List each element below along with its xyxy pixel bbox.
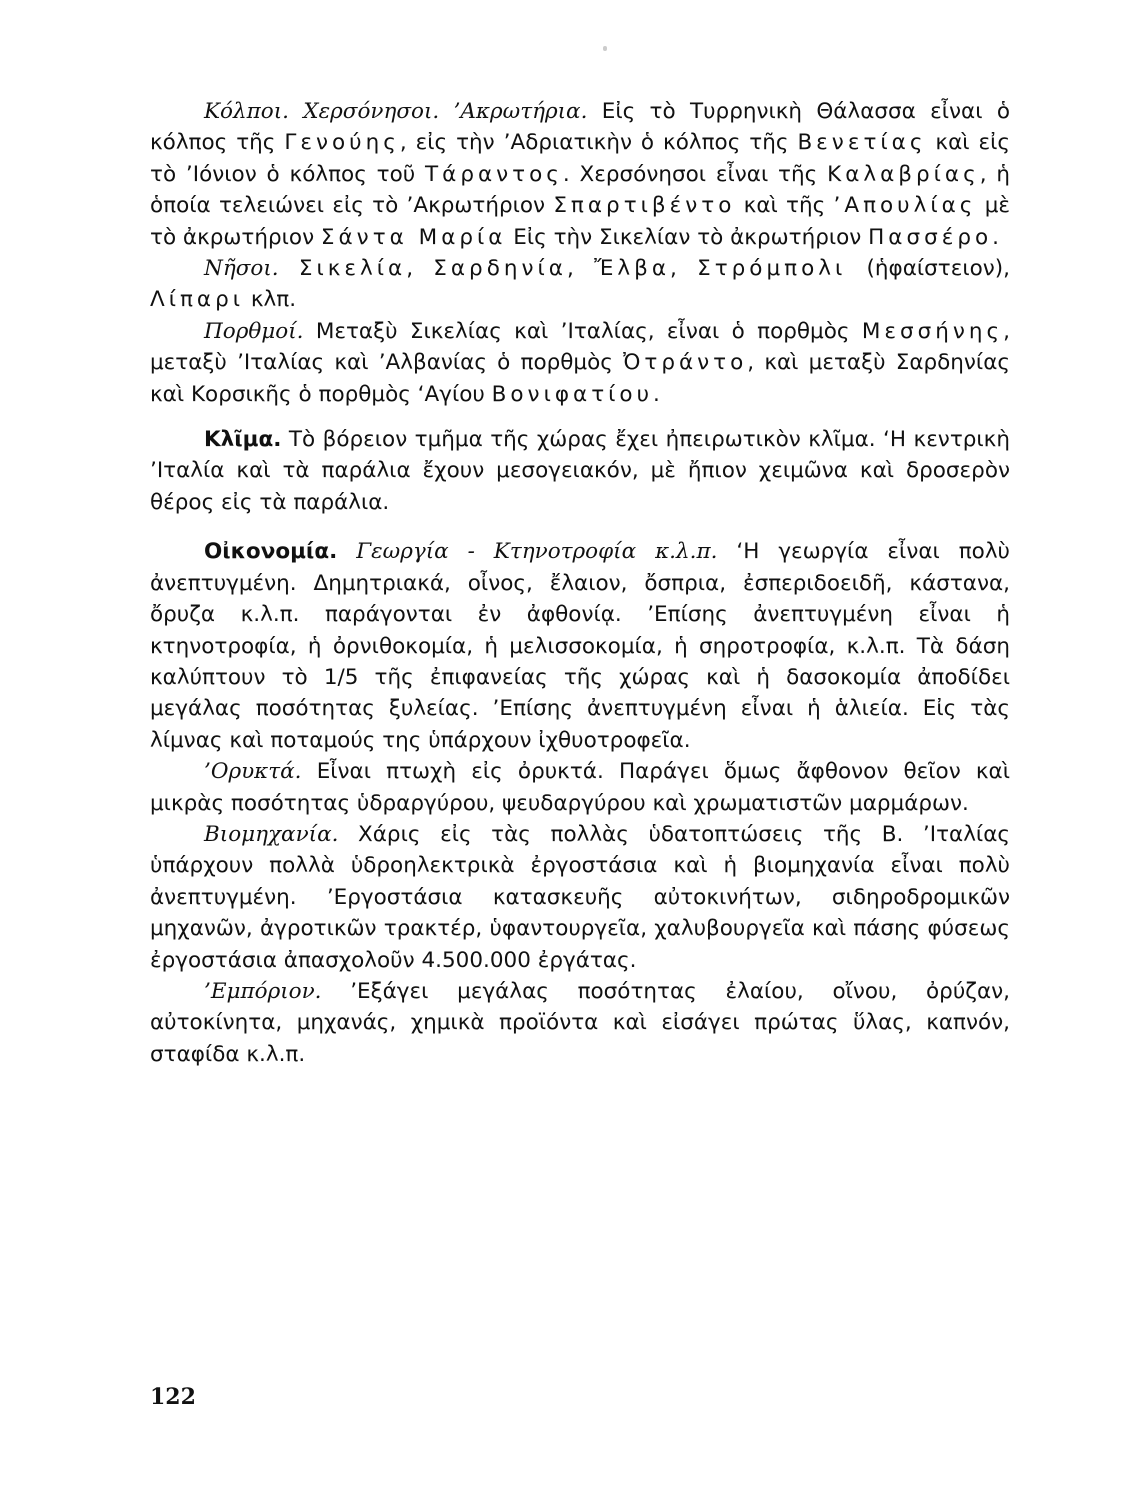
text-run: ’Εξάγει μεγάλας ποσότητας ἐλαίου, οἴνου, ὀρύζαν, αὐτοκίνητα, μηχανάς, χημικὰ προϊόντα καὶ εἰσάγει πρώτας ὕλας, καπνόν, σταφίδα κ.λ.π.	[150, 978, 1010, 1067]
text-run: Μεσσήνης	[861, 318, 1004, 344]
text-run: Τάραντος	[425, 161, 563, 187]
text-run: Ὀτράντο	[623, 350, 748, 376]
text-run: (ἡφαίστειον),	[846, 256, 1010, 282]
text-run: .	[992, 224, 999, 250]
section-heading: Πορθμοί.	[204, 318, 304, 344]
text-run: Τὸ βόρειον τμῆμα τῆς χώρας ἔχει ἠπειρωτικὸν κλῖμα. ‘Η κεντρικὴ ’Ιταλία καὶ τὰ παράλια ἔχουν μεσογειακόν, μὲ ἤπιον χειμῶνα καὶ δροσερὸν θέρος εἰς τὰ παράλια.	[150, 427, 1010, 515]
text-run: καὶ τῆς	[735, 193, 834, 219]
text-run: Σάντα Μαρία	[320, 224, 507, 250]
section-heading: Κόλποι. Χερσόνησοι. ’Ακρωτήρια.	[204, 99, 588, 124]
text-run: καὶ εἰς τὸ ’Ιόνιον ὁ κόλπος τοῦ	[150, 130, 1011, 187]
text-run: Μεταξὺ Σικελίας καὶ ’Ιταλίας, εἶναι ὁ πορθμὸς	[303, 318, 862, 344]
paragraph	[150, 316, 1010, 410]
paragraph	[150, 536, 1010, 756]
text-run: Βενετίας	[797, 130, 927, 156]
text-run: Εἰς τὸ Τυρρηνικὴ Θάλασσα εἶναι ὁ κόλπος τῆς	[150, 99, 1010, 156]
text-run: Εἶναι πτωχὴ εἰς ὀρυκτά. Παράγει ὅμως ἄφθονον θεῖον καὶ μικρὰς ποσότητας ὑδραργύρου, ψευδαργύρου καὶ χρωματιστῶν μαρμάρων.	[150, 759, 1010, 816]
paragraph	[150, 976, 1010, 1070]
paragraph	[150, 424, 1010, 518]
text-run: ,	[670, 256, 698, 282]
text-run: .	[653, 381, 660, 407]
text-run: Καλαβρίας	[827, 161, 980, 187]
text-run: , εἰς τὴν ’Αδριατικὴν ὁ κόλπος τῆς	[399, 130, 798, 156]
section-heading: Κλῖμα.	[204, 427, 282, 453]
text-run: Χάρις εἰς τὰς πολλὰς ὑδατοπτώσεις τῆς Β. ’Ιταλίας ὑπάρχουν πολλὰ ὑδροηλεκτρικὰ ἐργοστάσια καὶ ἡ βιομηχανία εἶναι πολὺ ἀνεπτυγμένη. ’Εργοστάσια κατασκευῆς αὐτοκινήτων, σιδηροδρομικῶν μηχανῶν, ἀγροτικῶν τρακτέρ, ὑφαντουργεῖα, χαλυβουργεῖα καὶ πάσης φύσεως ἐργοστάσια ἀπασχολοῦν 4.500.000 ἐργάτας.	[150, 821, 1010, 973]
text-run: Πασσέρο	[868, 224, 993, 250]
text-run: Εἰς τὴν Σικελίαν τὸ ἀκρωτήριον	[506, 224, 869, 250]
text-run: ’Απουλίας	[833, 193, 977, 219]
text-run: ,	[406, 256, 434, 282]
text-run: Σπαρτιβέντο	[553, 193, 736, 219]
section-heading: ’Εμπόριον.	[204, 978, 322, 1004]
text-run: ‘Η γεωργία εἶναι πολὺ ἀνεπτυγμένη. Δημητριακά, οἶνος, ἔλαιον, ὄσπρια, ἐσπεριδοειδῆ, κάστανα, ὄρυζα κ.λ.π. παράγονται ἐν ἀφθονίᾳ. ’Επίσης ἀνεπτυγμένη εἶναι ἡ κτηνοτροφία, ἡ ὀρνιθοκομία, ἡ μελισσοκομία, ἡ σηροτροφία, κ.λ.π. Τὰ δάση καλύπτουν τὸ 1/5 τῆς ἐπιφανείας τῆς χώρας καὶ ἡ δασοκομία ἀποδίδει μεγάλας ποσότητας ξυλείας. ’Επίσης ἀνεπτυγμένη εἶναι ἡ ἁλιεία. Εἰς τὰς λίμνας καὶ ποταμούς της ὑπάρχουν ἰχθυοτροφεῖα.	[150, 539, 1010, 753]
section-heading: Νῆσοι.	[204, 256, 279, 282]
paragraph	[150, 253, 1010, 316]
print-speck	[603, 46, 607, 51]
text-run: Ἔλβα	[594, 256, 670, 282]
text-run: Βονιφατίου	[491, 381, 654, 407]
text-run: Στρόμπολι	[697, 256, 847, 282]
text-run: , ἡ ὁποία τελειώνει εἰς τὸ ’Ακρωτήριον	[150, 161, 1011, 219]
section-heading: ’Ορυκτά.	[204, 759, 302, 785]
text-run: Σικελία	[298, 256, 407, 282]
text-run: ,	[566, 256, 595, 282]
page-number: 122	[150, 1384, 196, 1410]
text-run	[279, 256, 299, 281]
text-run: μὲ τὸ ἀκρωτήριον	[150, 193, 1010, 250]
body-text	[150, 96, 1010, 1070]
section-heading: Οἰκονομία.	[204, 539, 338, 565]
text-run: Λίπαρι	[150, 287, 245, 313]
paragraph	[150, 819, 1010, 976]
section-heading: Γεωργία - Κτηνοτροφία κ.λ.π.	[356, 539, 718, 565]
text-run: , μεταξὺ ’Ιταλίας καὶ ’Αλβανίας ὁ πορθμὸς	[150, 318, 1010, 376]
text-run: Γενούης	[284, 130, 400, 156]
section-heading: Βιομηχανία.	[204, 821, 339, 847]
text-run: Σαρδηνία	[433, 256, 567, 282]
paragraph	[150, 756, 1010, 819]
text-run: . Χερσόνησοι εἶναι τῆς	[562, 161, 828, 187]
text-run: , καὶ μεταξὺ Σαρδηνίας καὶ Κορσικῆς ὁ πορθμὸς ‘Αγίου	[150, 350, 1010, 407]
paragraph	[150, 96, 1010, 253]
text-run	[337, 539, 356, 564]
text-run: κλπ.	[244, 287, 297, 313]
